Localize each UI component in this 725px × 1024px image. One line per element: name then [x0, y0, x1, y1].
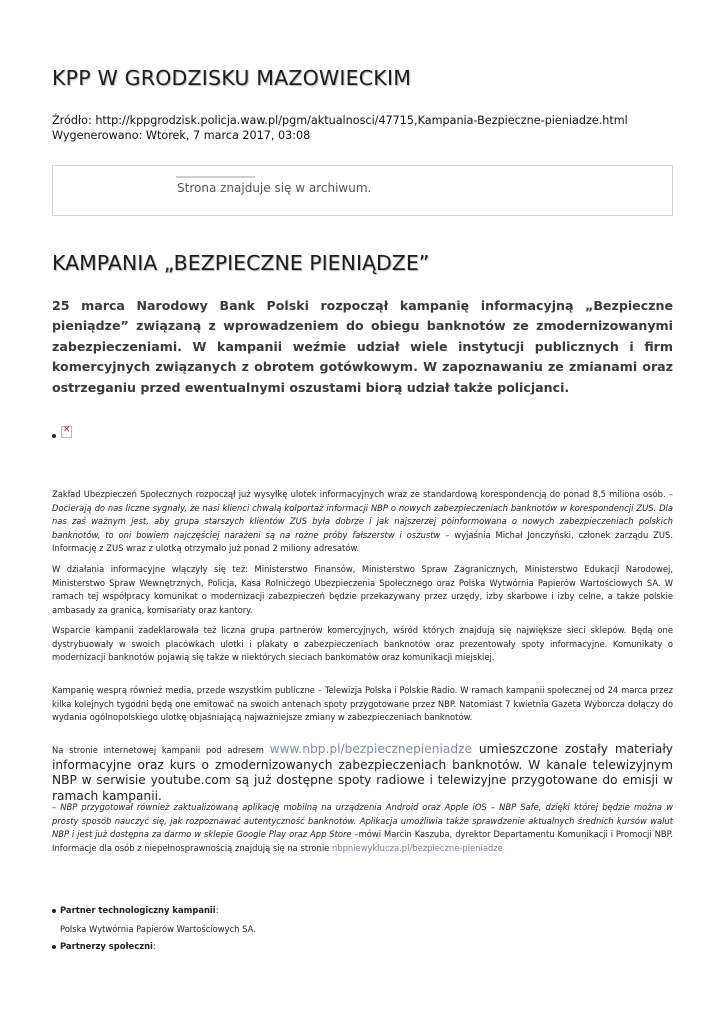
tech-partner-value: Polska Wytwórnia Papierów Wartościowych SA.	[60, 923, 256, 934]
paragraph-institutions: W działania informacyjne włączyły się też: Ministerstwo Finansów, Ministerstwo Spraw Zagranicznych, Ministerstwo Edukacji Narodowej, Ministerstwo Spraw Wewnętrznych, Policja, Kasa Rolniczego Ubezpieczenia Społecznego oraz Polska Wytwórnia Papierów Wartościowych SA. W ramach tej współpracy komunikat o modernizacji zabezpieczeń będzie przekazywany przez urzędy, izby skarbowe i izby celne, a także polskie ambasady za granicą, komisariaty oraz kantory.	[52, 564, 673, 615]
source-line: Źródło: http://kppgrodzisk.policja.waw.pl/pgm/aktualnosci/47715,Kampania-Bezpieczne-pieniadze.html	[52, 114, 628, 127]
paragraph-text: Na stronie internetowej kampanii pod adresem	[52, 745, 270, 755]
paragraph-commercial: Wsparcie kampanii zadeklarowała też liczna grupa partnerów komercyjnych, wśród których znajdują się największe sieci sklepów. Będą one dystrybuowały w swoich placówkach ulotki i plakaty o zabezpieczeniach banknotów oraz prezentowały spoty informacyjne. Komunikaty o modernizacji banknotów pojawią się także w niektórych sieciach bankomatów oraz komunikacji miejskiej.	[52, 625, 673, 663]
paragraph-text: umieszczone zostały materiały informacyjne oraz kurs o zmodernizowanych zabezpieczeniach banknotów. W kanale telewizyjnym NBP w serwisie youtube.com są już dostępne spoty radiowe i telewizyjne przygotowane do emisji w ramach kampanii.	[52, 742, 673, 803]
article-lead: 25 marca Narodowy Bank Polski rozpoczął kampanię informacyjną „Bezpieczne pieniądze” związaną z wprowadzeniem do obiegu banknotów ze zmodernizowanymi zabezpieczeniami. W kampanii weźmie udział wiele instytucji publicznych i firm komercyjnych związanych z obrotem gotówkowym. W zapoznawaniu ze zmianami oraz ostrzeganiu przed ewentualnymi oszustami biorą udział także policjanci.	[52, 298, 673, 395]
list-item: Partnerzy społeczni:	[52, 940, 256, 954]
quote-text: Docierają do nas liczne sygnały, że nasi klienci chwalą kolportaż informacji NBP o nowych zabezpieczeniach banknotów w korespondencji ZUS. Dla nas zaś ważnym jest, aby grupa starszych klientów ZUS była dobrze i jak najszerzej poinformowana o nowych zabezpieczeniach polskich banknotów, to oni bowiem najczęściej narażeni są na rożne próby fałszerstw i oszustw	[52, 502, 673, 540]
paragraph-text: Zakład Ubezpieczeń Społecznych rozpoczął już wysyłkę ulotek informacyjnych wraz ze standardową korespondencją do ponad 8,5 miliona osób. –	[52, 489, 673, 499]
article-title: KAMPANIA „BEZPIECZNE PIENIĄDZE”	[52, 251, 430, 275]
paragraph-text: – wyjaśnia Michał Jonczyński, członek zarządu ZUS. Informację z ZUS wraz z ulotką otrzymało już ponad 2 miliony adresatów.	[52, 529, 673, 554]
document-meta	[52, 114, 628, 143]
archive-divider	[176, 176, 255, 178]
campaign-link[interactable]: www.nbp.pl/bezpiecznepieniadze	[269, 742, 472, 756]
site-title: KPP W GRODZISKU MAZOWIECKIM	[52, 66, 412, 90]
paragraph-text: –	[52, 802, 61, 812]
archive-notice-box	[52, 165, 673, 216]
tech-partner-label: Partner technologiczny kampanii	[60, 905, 216, 915]
partners-list	[52, 904, 256, 954]
generated-line: Wygenerowano: Wtorek, 7 marca 2017, 03:08	[52, 128, 311, 142]
list-item: Partner technologiczny kampanii:	[52, 904, 256, 918]
quote-text: NBP przygotował również zaktualizowaną aplikację mobilną na urządzenia Android oraz Apple iOS – NBP Safe, dzięki której będzie można w prosty sposób nauczyć się, jak rozpoznawać autentyczność banknotów. Aplikacja umożliwia także sprawdzenie aktualnych średnich kursów walut NBP i jest już dostępna za darmo w sklepie Google Play oraz App Store	[52, 802, 673, 840]
archive-notice-text: Strona znajduje się w archiwum.	[177, 181, 372, 195]
image-list	[52, 426, 62, 442]
social-partners-label: Partnerzy społeczni	[60, 941, 153, 952]
broken-image-icon[interactable]	[61, 426, 72, 438]
paragraph-app	[52, 801, 673, 855]
paragraph-media: Kampanię wesprą również media, przede wszystkim publiczne – Telewizja Polska i Polskie Radio. W ramach kampanii społecznej od 24 marca przez kilka kolejnych tygodni będą one emitowač na swoich antenach spoty przygotowane przez NBP. Natomiast 7 kwietnia Gazeta Wyborcza dołączy do wydania ogólnopolskiego ulotkę objaśniającą najważniejsze zmiany w zabezpieczeniach banknotów.	[52, 685, 673, 723]
paragraph-text: –mówi Marcin Kaszuba, dyrektor Departamentu Komunikacji i Promocji NBP. Informacje dla osób z niepełnosprawnością znajdują się na stronie	[52, 829, 673, 853]
paragraph-website	[52, 742, 673, 804]
accessibility-link[interactable]: nbpniewyklucza.pl/bezpieczne-pieniadze	[331, 842, 503, 853]
paragraph-zus	[52, 488, 673, 556]
list-item	[52, 426, 62, 442]
